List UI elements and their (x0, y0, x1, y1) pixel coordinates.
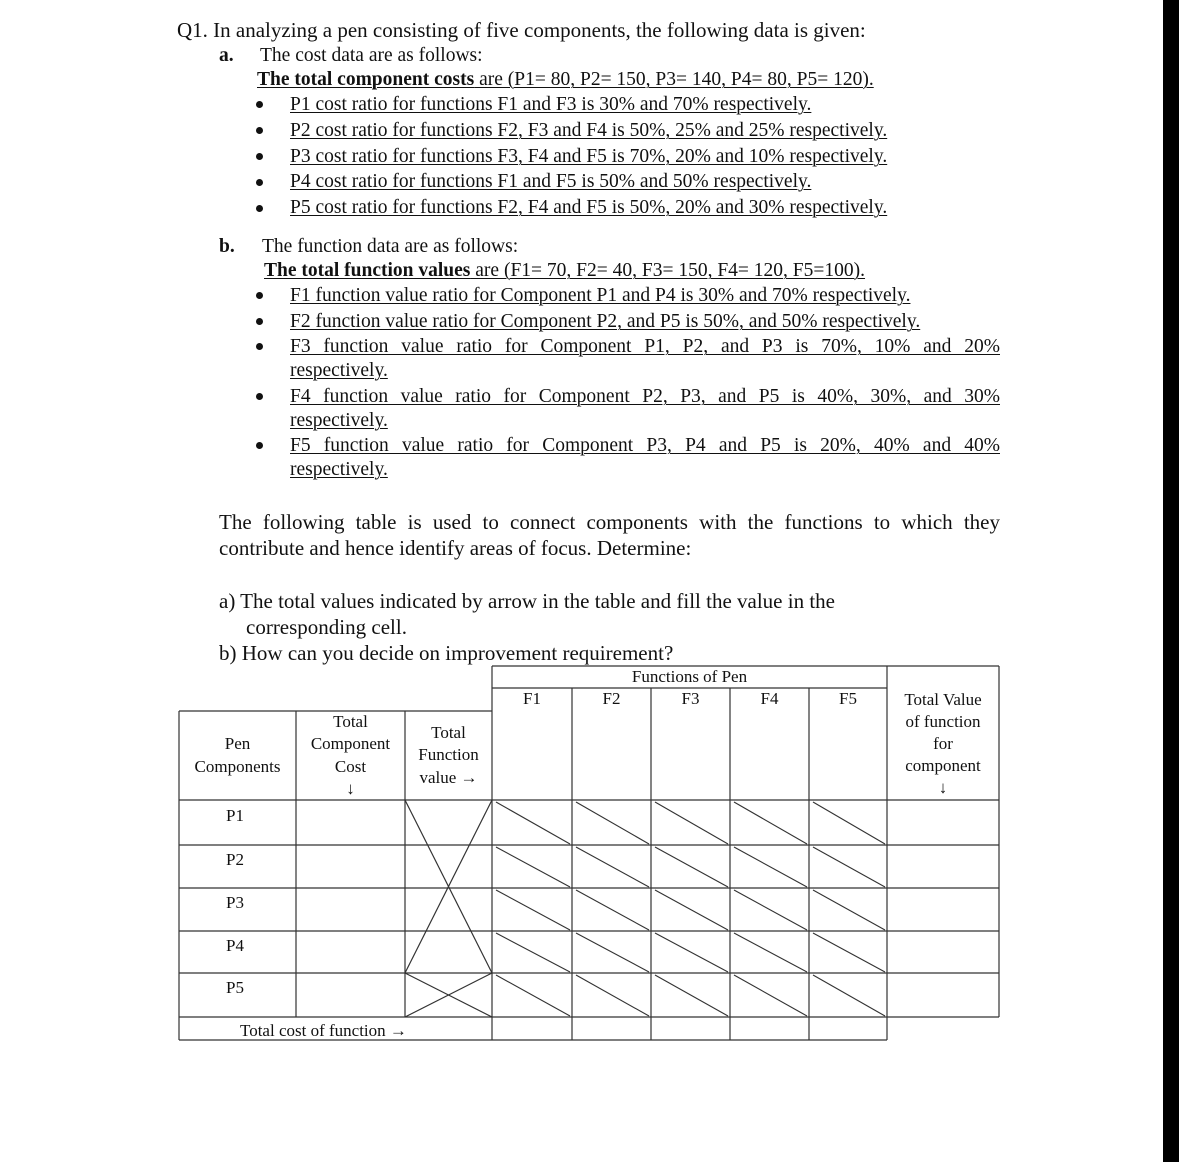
cell-diagonal (655, 802, 728, 844)
component-p4: P4 (226, 936, 244, 955)
part-a-intro: The cost data are as follows: (260, 45, 483, 66)
question-title: Q1. In analyzing a pen consisting of five components, the following data is given: (177, 18, 866, 42)
tcc-line-1: Total (333, 712, 368, 732)
tcc-line-3: Cost (334, 756, 367, 776)
task-a-line-2: corresponding cell. (246, 615, 407, 639)
component-p1: P1 (226, 806, 244, 825)
cost-cell-p4[interactable] (296, 931, 405, 973)
pen-components-header-line-2: Components (194, 756, 281, 776)
total-function-value-header (405, 711, 492, 800)
cost-cell-p5[interactable] (296, 973, 405, 1017)
part-b-bullet-1: F1 function value ratio for Component P1 and P4 is 30% and 70% respectively. (290, 285, 911, 306)
part-b-bullet-5-line-1: F5 function value ratio for Component P3, P4 and P5 is 20%, 40% and 40% (290, 435, 1000, 456)
component-p3: P3 (226, 893, 244, 912)
part-b-marker: b. (219, 236, 235, 257)
part-a-bullet-2: P2 cost ratio for functions F2, F3 and F4 is 50%, 25% and 25% respectively. (290, 120, 888, 141)
cell-diagonal (496, 847, 570, 887)
cell-diagonal (734, 847, 807, 887)
part-a-bullet-5: P5 cost ratio for functions F2, F4 and F5 is 50%, 20% and 30% respectively. (290, 197, 888, 218)
cell-diagonal (655, 890, 728, 930)
paragraph-text-1: The following table is used to connect components with the functions to which they (219, 510, 1000, 534)
tcc-line-2: Component (310, 734, 391, 754)
total-component-cost-header (296, 711, 405, 800)
part-a-total-bold: The total component costs (257, 69, 475, 90)
cell-diagonal (576, 802, 649, 844)
function-col-f5: F5 (839, 689, 857, 709)
functions-header: Functions of Pen (631, 666, 748, 686)
cell-diagonal (576, 933, 649, 972)
part-b-total-rest: are (F1= 70, F2= 40, F3= 150, F4= 120, F5=100). (470, 260, 866, 281)
part-a-bullet-1: P1 cost ratio for functions F1 and F3 is 30% and 70% respectively. (290, 94, 812, 115)
cell-diagonal (576, 975, 649, 1016)
part-b-bullet-4-line-2: respectively. (290, 410, 388, 431)
tvf-line-4: component (905, 756, 981, 776)
part-b-bullet-4-line-1: F4 function value ratio for Component P2, P3, and P5 is 40%, 30%, and 30% (290, 386, 1000, 407)
tfv-line-3: value → (419, 767, 478, 787)
tvf-line-2: of function (905, 711, 981, 731)
paragraph-line-2: contribute and hence identify areas of focus. Determine: (219, 536, 692, 560)
component-p2: P2 (226, 850, 244, 869)
cell-diagonal (813, 975, 885, 1016)
cell-diagonal (496, 933, 570, 972)
cell-diagonal (813, 890, 885, 930)
part-a-marker: a. (219, 45, 234, 66)
component-p5: P5 (226, 978, 244, 997)
function-col-f1: F1 (523, 689, 541, 709)
part-a-total-rest: are (P1= 80, P2= 150, P3= 140, P4= 80, P5= 120). (474, 69, 874, 90)
function-value-row[interactable] (492, 711, 887, 800)
tvf-line-3: for (933, 733, 953, 753)
part-b-intro: The function data are as follows: (262, 236, 519, 257)
part-b-bullet-3-line-1: F3 function value ratio for Component P1, P2, and P3 is 70%, 10% and 20% (290, 336, 1000, 357)
tfv-line-1: Total (431, 723, 466, 743)
cell-diagonal (813, 802, 885, 844)
cell-diagonal (813, 933, 885, 972)
part-a-bullet-4: P4 cost ratio for functions F1 and F5 is 50% and 50% respectively. (290, 171, 812, 192)
function-col-f2: F2 (602, 689, 621, 709)
cell-diagonal (655, 847, 728, 887)
cell-diagonal (576, 890, 649, 930)
cell-diagonal (734, 890, 807, 930)
cost-cell-p2[interactable] (296, 845, 405, 888)
total-value-function-header (887, 688, 999, 800)
task-a-line-1: a) The total values indicated by arrow in the table and fill the value in the (219, 589, 835, 613)
component-value-column[interactable] (887, 800, 999, 1017)
down-arrow-icon: ↓ (938, 778, 948, 798)
cell-diagonal (496, 975, 570, 1016)
total-cost-function-row[interactable] (492, 1017, 887, 1040)
part-b-bullet-2: F2 function value ratio for Component P2, and P5 is 50%, and 50% respectively. (290, 311, 921, 332)
cost-cell-p1[interactable] (296, 800, 405, 845)
cell-diagonal (496, 802, 570, 844)
part-a-bullet-3: P3 cost ratio for functions F3, F4 and F5 is 70%, 20% and 10% respectively. (290, 146, 888, 167)
total-cost-of-function-label: Total cost of function → (240, 1021, 407, 1040)
tvf-line-1: Total Value (904, 689, 982, 709)
pen-components-header (179, 711, 296, 800)
down-arrow-icon: ↓ (346, 778, 355, 798)
part-b-total-bold: The total function values (264, 260, 471, 281)
cell-diagonal (655, 933, 728, 972)
cell-diagonal (576, 847, 649, 887)
cell-diagonal (734, 933, 807, 972)
pen-components-header-line-1: Pen (224, 734, 251, 754)
function-col-f3: F3 (681, 689, 700, 709)
cell-diagonal (496, 890, 570, 930)
function-col-f4: F4 (760, 689, 779, 709)
cell-diagonal (734, 802, 807, 844)
cost-cell-p3[interactable] (296, 888, 405, 931)
task-b: b) How can you decide on improvement requirement? (219, 641, 674, 665)
part-b-bullet-3-line-2: respectively. (290, 360, 388, 381)
cell-diagonal (655, 975, 728, 1016)
cell-diagonal (734, 975, 807, 1016)
tfv-line-2: Function (418, 745, 479, 765)
cell-diagonal (813, 847, 885, 887)
part-b-bullet-5-line-2: respectively. (290, 459, 388, 480)
